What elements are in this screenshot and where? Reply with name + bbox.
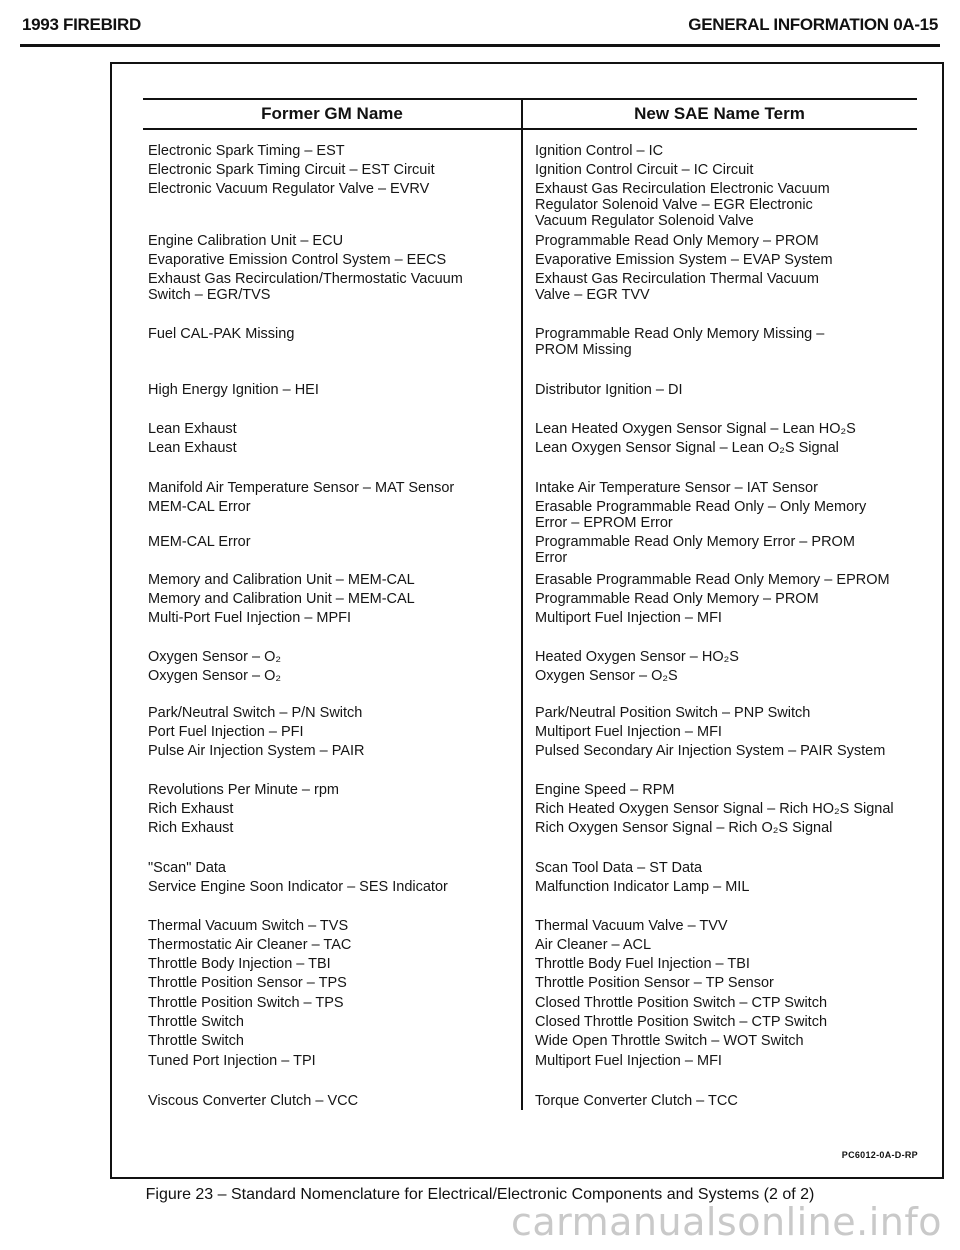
former-name-cell: Memory and Calibration Unit – MEM-CAL <box>148 572 415 588</box>
former-name-cell: Tuned Port Injection – TPI <box>148 1053 316 1069</box>
column-header-new: New SAE Name Term <box>634 104 805 123</box>
new-sae-name-cell: Evaporative Emission System – EVAP System <box>535 252 833 268</box>
new-sae-name-cell: Lean Heated Oxygen Sensor Signal – Lean HO₂S <box>535 421 856 437</box>
new-sae-name-cell: Multiport Fuel Injection – MFI <box>535 724 722 740</box>
figure-code: PC6012-0A-D-RP <box>841 1150 918 1160</box>
former-name-cell: Multi-Port Fuel Injection – MPFI <box>148 610 352 626</box>
former-name-cell: Park/Neutral Switch – P/N Switch <box>148 705 363 721</box>
new-sae-name-cell: Erasable Programmable Read Only Memory – EPROM <box>535 572 890 588</box>
new-sae-name-cell: Programmable Read Only Memory Missing – PROM Missing <box>535 326 825 358</box>
new-sae-name-cell: Multiport Fuel Injection – MFI <box>535 1053 722 1069</box>
new-sae-name-cell: Rich Heated Oxygen Sensor Signal – Rich HO₂S Signal <box>535 801 894 817</box>
new-sae-name-cell: Programmable Read Only Memory – PROM <box>535 591 819 607</box>
former-name-cell: Memory and Calibration Unit – MEM-CAL <box>148 591 415 607</box>
former-name-cell: Lean Exhaust <box>148 421 237 437</box>
new-sae-name-cell: Ignition Control Circuit – IC Circuit <box>535 162 754 178</box>
former-name-cell: Electronic Spark Timing Circuit – EST Circuit <box>148 162 435 178</box>
header-rule <box>20 44 940 47</box>
former-name-cell: Rich Exhaust <box>148 801 234 817</box>
new-sae-name-cell: Programmable Read Only Memory Error – PROM Error <box>535 534 855 566</box>
former-name-cell: Manifold Air Temperature Sensor – MAT Sensor <box>148 480 455 496</box>
former-name-cell: Service Engine Soon Indicator – SES Indicator <box>148 879 448 895</box>
new-sae-name-cell: Programmable Read Only Memory – PROM <box>535 233 819 249</box>
new-sae-name-cell: Closed Throttle Position Switch – CTP Switch <box>535 1014 828 1030</box>
former-name-cell: Oxygen Sensor – O₂ <box>148 649 281 665</box>
new-sae-name-cell: Engine Speed – RPM <box>535 782 675 798</box>
new-sae-name-cell: Lean Oxygen Sensor Signal – Lean O₂S Signal <box>535 440 839 456</box>
header-title: 1993 FIREBIRD <box>22 15 141 34</box>
former-name-cell: Fuel CAL-PAK Missing <box>148 326 295 342</box>
former-name-cell: Electronic Vacuum Regulator Valve – EVRV <box>148 181 430 197</box>
former-name-cell: Thermostatic Air Cleaner – TAC <box>148 937 352 953</box>
new-sae-name-cell: Exhaust Gas Recirculation Thermal Vacuum Valve – EGR TVV <box>535 271 819 303</box>
former-name-cell: Engine Calibration Unit – ECU <box>148 233 344 249</box>
new-sae-name-cell: Rich Oxygen Sensor Signal – Rich O₂S Signal <box>535 820 833 836</box>
new-sae-name-cell: Oxygen Sensor – O₂S <box>535 668 678 684</box>
former-name-cell: Throttle Position Switch – TPS <box>148 995 344 1011</box>
header-section: GENERAL INFORMATION 0A-15 <box>688 15 938 34</box>
former-name-cell: Exhaust Gas Recirculation/Thermostatic Vacuum Switch – EGR/TVS <box>148 271 463 303</box>
column-header-former: Former GM Name <box>261 104 403 123</box>
former-name-cell: High Energy Ignition – HEI <box>148 382 319 398</box>
former-name-cell: MEM-CAL Error <box>148 534 251 550</box>
former-name-cell: Port Fuel Injection – PFI <box>148 724 304 740</box>
watermark: carmanualsonline.info <box>510 1200 942 1244</box>
new-sae-name-cell: Thermal Vacuum Valve – TVV <box>535 918 728 934</box>
former-name-cell: Oxygen Sensor – O₂ <box>148 668 281 684</box>
new-sae-name-cell: Ignition Control – IC <box>535 143 664 159</box>
new-sae-name-cell: Throttle Body Fuel Injection – TBI <box>535 956 750 972</box>
former-name-cell: Evaporative Emission Control System – EECS <box>148 252 447 268</box>
figure-caption: Figure 23 – Standard Nomenclature for Electrical/Electronic Components and Systems (2 of 2) <box>145 1186 815 1203</box>
table-top-rule <box>143 98 917 100</box>
new-sae-name-cell: Torque Converter Clutch – TCC <box>535 1093 738 1109</box>
new-sae-name-cell: Malfunction Indicator Lamp – MIL <box>535 879 750 895</box>
former-name-cell: Throttle Body Injection – TBI <box>148 956 331 972</box>
former-name-cell: Rich Exhaust <box>148 820 234 836</box>
former-name-cell: Throttle Position Sensor – TPS <box>148 975 347 991</box>
new-sae-name-cell: Intake Air Temperature Sensor – IAT Sensor <box>535 480 818 496</box>
former-name-cell: Throttle Switch <box>148 1033 244 1049</box>
former-name-cell: Viscous Converter Clutch – VCC <box>148 1093 359 1109</box>
new-sae-name-cell: Air Cleaner – ACL <box>535 937 652 953</box>
former-name-cell: Electronic Spark Timing – EST <box>148 143 345 159</box>
new-sae-name-cell: Erasable Programmable Read Only – Only Memory Error – EPROM Error <box>535 499 867 531</box>
new-sae-name-cell: Throttle Position Sensor – TP Sensor <box>535 975 774 991</box>
new-sae-name-cell: Pulsed Secondary Air Injection System – PAIR System <box>535 743 886 759</box>
former-name-cell: MEM-CAL Error <box>148 499 251 515</box>
new-sae-name-cell: Scan Tool Data – ST Data <box>535 860 703 876</box>
table-header-rule <box>143 128 917 130</box>
new-sae-name-cell: Heated Oxygen Sensor – HO₂S <box>535 649 739 665</box>
former-name-cell: "Scan" Data <box>148 860 227 876</box>
former-name-cell: Thermal Vacuum Switch – TVS <box>148 918 349 934</box>
new-sae-name-cell: Wide Open Throttle Switch – WOT Switch <box>535 1033 804 1049</box>
page-header <box>22 8 938 42</box>
former-name-cell: Throttle Switch <box>148 1014 244 1030</box>
new-sae-name-cell: Multiport Fuel Injection – MFI <box>535 610 722 626</box>
new-sae-name-cell: Distributor Ignition – DI <box>535 382 683 398</box>
new-sae-name-cell: Park/Neutral Position Switch – PNP Switch <box>535 705 811 721</box>
former-name-cell: Lean Exhaust <box>148 440 237 456</box>
former-name-cell: Pulse Air Injection System – PAIR <box>148 743 365 759</box>
column-divider <box>521 98 523 1110</box>
new-sae-name-cell: Exhaust Gas Recirculation Electronic Vacuum Regulator Solenoid Valve – EGR Electronic Vacuum Regulator Solenoid Valve <box>535 181 830 229</box>
former-name-cell: Revolutions Per Minute – rpm <box>148 782 339 798</box>
new-sae-name-cell: Closed Throttle Position Switch – CTP Switch <box>535 995 828 1011</box>
